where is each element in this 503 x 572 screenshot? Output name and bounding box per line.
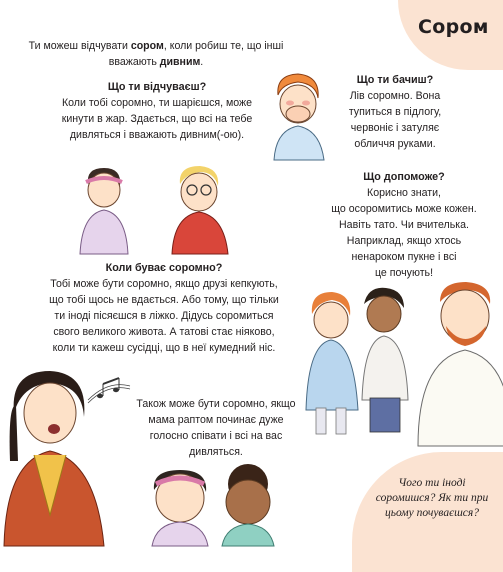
- music-notes-icon: [86, 376, 132, 406]
- when-line: Тобі може бути соромно, якщо друзі кепкують,: [50, 278, 278, 290]
- page-title: Сором: [418, 16, 489, 38]
- when-line: ти іноді пісяєшся в ліжко. Дідусь соромиться: [54, 310, 274, 322]
- see-section: [325, 72, 465, 152]
- feel-line: дивляться і вважають дивним(-ою).: [69, 129, 245, 141]
- dad-figure: [418, 282, 503, 446]
- question-box: [362, 476, 502, 521]
- question-line: соромишся? Як ти при: [375, 492, 489, 504]
- boy-figure: [172, 166, 228, 254]
- help-heading: Що допоможе?: [363, 171, 445, 183]
- see-line: червоніє і затуляє: [350, 122, 440, 134]
- boy-dark: [362, 288, 408, 432]
- see-heading: Що ти бачиш?: [356, 74, 434, 86]
- when-line: свого великого живота. А татові стає ніяково,: [53, 326, 275, 338]
- mom-line: Також може бути соромно, якщо: [136, 398, 296, 410]
- when-line: що тобі щось не вдається. Або тому, що тільки: [49, 294, 279, 306]
- embarrassed-kids-illustration: [148, 462, 288, 546]
- question-line: цьому почуваєшся?: [385, 507, 479, 519]
- help-line: що осоромитись може кожен.: [331, 203, 477, 215]
- help-line: Корисно знати,: [367, 187, 441, 199]
- feel-line: кинути в жар. Здається, що всі на тебе: [61, 113, 253, 125]
- girl-blue: [306, 292, 358, 434]
- intro-bold-shame: сором: [130, 40, 164, 52]
- help-section: [318, 169, 490, 281]
- mom-line: голосно співати і всі на вас: [149, 430, 283, 442]
- intro-text-2: , коли робиш те, що інші вважають: [108, 40, 284, 68]
- when-heading: Коли буває соромно?: [105, 262, 223, 274]
- see-line: обличчя руками.: [354, 138, 436, 150]
- girl-headband: [152, 470, 208, 546]
- feel-line: Коли тобі соромно, ти шарієшся, може: [61, 97, 253, 109]
- help-line: Навіть тато. Чи вчителька.: [339, 219, 469, 231]
- help-line: ненароком пукне і всі: [351, 251, 457, 263]
- girl-figure: [80, 168, 128, 254]
- girl-curly: [222, 464, 274, 546]
- group-with-dad-illustration: [300, 280, 503, 446]
- see-line: Лів соромно. Вона: [349, 90, 441, 102]
- intro-paragraph: [22, 38, 290, 70]
- question-line: Чого ти іноді: [398, 477, 466, 489]
- mom-section: [128, 396, 304, 460]
- feel-heading: Що ти відчуваєш?: [107, 81, 207, 93]
- teasing-kids-illustration: [60, 162, 250, 258]
- help-line: це почують!: [374, 267, 434, 279]
- help-line: Наприклад, якщо хтось: [346, 235, 462, 247]
- feel-section: [22, 79, 292, 143]
- intro-text-3: .: [200, 56, 204, 68]
- when-line: коли ти кажеш сусідці, що в неї кумедний ніс.: [52, 342, 276, 354]
- mom-line: мама раптом починає дуже: [148, 414, 284, 426]
- mom-line: дивляться.: [189, 446, 243, 458]
- intro-bold-strange: дивним: [159, 56, 201, 68]
- ashamed-girl-illustration: [268, 70, 328, 160]
- intro-text-1: Ти можеш відчувати: [28, 40, 131, 52]
- see-line: тупиться в підлогу,: [348, 106, 442, 118]
- when-section: [14, 260, 314, 356]
